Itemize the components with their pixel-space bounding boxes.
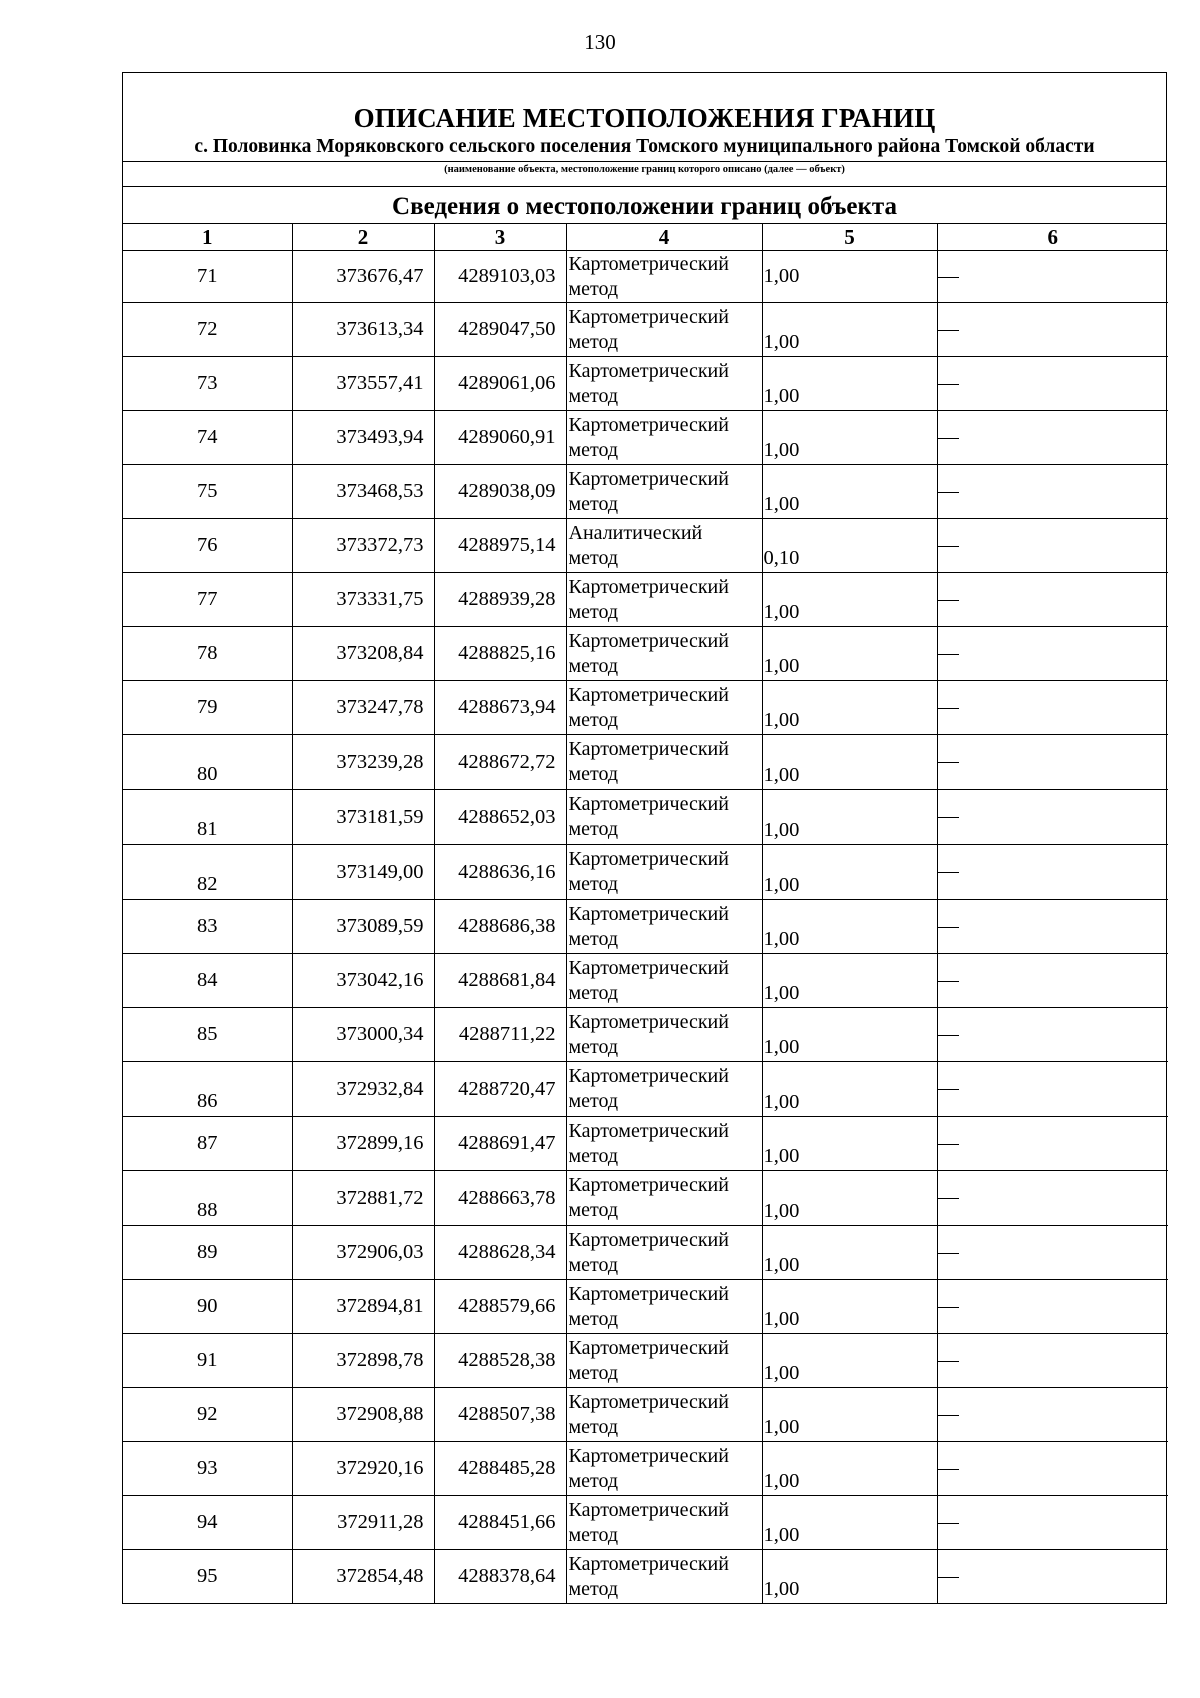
- point-number-cell: 80: [123, 735, 292, 790]
- description-cell: [937, 1117, 1168, 1171]
- table-row: [123, 357, 1168, 411]
- x-coordinate-cell: 373247,78: [292, 681, 434, 735]
- table-row: [123, 1334, 1168, 1388]
- x-coordinate-cell: 373089,59: [292, 900, 434, 954]
- y-coordinate-cell: 4288652,03: [434, 790, 566, 845]
- method-line-1: Картометрический: [568, 305, 729, 328]
- table-row: [123, 1226, 1168, 1280]
- point-number-cell: 81: [123, 790, 292, 845]
- y-coordinate-cell: 4288507,38: [434, 1388, 566, 1442]
- accuracy-cell: 1,00: [762, 465, 937, 519]
- method-line-2: метод: [568, 1361, 619, 1384]
- em-dash-mark: [938, 1253, 959, 1254]
- y-coordinate-cell: 4288451,66: [434, 1496, 566, 1550]
- point-number-cell: 86: [123, 1062, 292, 1117]
- description-cell: [937, 1496, 1168, 1550]
- em-dash-mark: [938, 1144, 959, 1145]
- accuracy-cell: 1,00: [762, 1008, 937, 1062]
- x-coordinate-cell: 373676,47: [292, 251, 434, 303]
- description-cell: [937, 573, 1168, 627]
- page-number: 130: [584, 30, 616, 54]
- table-row: [123, 519, 1168, 573]
- method-cell: [566, 357, 762, 411]
- method-line-2: метод: [568, 330, 619, 353]
- accuracy-cell: 1,00: [762, 251, 937, 303]
- method-cell: [566, 1008, 762, 1062]
- method-cell: [566, 1280, 762, 1334]
- point-number-cell: 75: [123, 465, 292, 519]
- table-header-row: [123, 224, 1168, 251]
- em-dash-mark: [938, 1523, 959, 1524]
- x-coordinate-cell: 372894,81: [292, 1280, 434, 1334]
- y-coordinate-cell: 4288939,28: [434, 573, 566, 627]
- y-coordinate-cell: 4288686,38: [434, 900, 566, 954]
- em-dash-mark: [938, 708, 959, 709]
- x-coordinate-cell: 373613,34: [292, 303, 434, 357]
- method-cell: [566, 900, 762, 954]
- accuracy-cell: 1,00: [762, 681, 937, 735]
- method-line-2: метод: [568, 818, 619, 840]
- table-row: [123, 1280, 1168, 1334]
- method-line-1: Картометрический: [568, 1010, 729, 1033]
- y-coordinate-cell: 4289061,06: [434, 357, 566, 411]
- method-line-1: Картометрический: [568, 683, 729, 706]
- em-dash-mark: [938, 654, 959, 655]
- method-line-1: Картометрический: [568, 1390, 729, 1413]
- method-line-1: Картометрический: [568, 1444, 729, 1467]
- method-line-2: метод: [568, 277, 619, 300]
- accuracy-cell: 1,00: [762, 1550, 937, 1604]
- description-cell: [937, 735, 1168, 790]
- method-line-1: Картометрический: [568, 1498, 729, 1521]
- method-line-1: Картометрический: [568, 413, 729, 436]
- y-coordinate-cell: 4288691,47: [434, 1117, 566, 1171]
- point-number-cell: 93: [123, 1442, 292, 1496]
- accuracy-cell: 1,00: [762, 1171, 937, 1226]
- method-line-2: метод: [568, 384, 619, 407]
- accuracy-cell: 1,00: [762, 1496, 937, 1550]
- method-line-1: Картометрический: [568, 1336, 729, 1359]
- method-line-1: Картометрический: [568, 1552, 729, 1575]
- method-cell: [566, 573, 762, 627]
- table-row: [123, 790, 1168, 845]
- description-cell: [937, 1171, 1168, 1226]
- method-line-2: метод: [568, 1523, 619, 1546]
- table-row: [123, 303, 1168, 357]
- table-row: [123, 1062, 1168, 1117]
- method-line-1: Картометрический: [568, 1119, 729, 1142]
- method-line-2: метод: [568, 927, 619, 950]
- method-line-2: метод: [568, 873, 619, 895]
- description-cell: [937, 845, 1168, 900]
- point-number-cell: 91: [123, 1334, 292, 1388]
- point-number-cell: 77: [123, 573, 292, 627]
- description-cell: [937, 1280, 1168, 1334]
- description-cell: [937, 681, 1168, 735]
- method-line-2: метод: [568, 1090, 619, 1112]
- em-dash-mark: [938, 330, 959, 331]
- y-coordinate-cell: 4288628,34: [434, 1226, 566, 1280]
- point-number-cell: 72: [123, 303, 292, 357]
- accuracy-cell: 0,10: [762, 519, 937, 573]
- table-row: [123, 1550, 1168, 1604]
- table-row: [123, 681, 1168, 735]
- method-cell: [566, 1496, 762, 1550]
- x-coordinate-cell: 372898,78: [292, 1334, 434, 1388]
- description-cell: [937, 357, 1168, 411]
- point-number-cell: 90: [123, 1280, 292, 1334]
- accuracy-cell: 1,00: [762, 900, 937, 954]
- point-number-cell: 85: [123, 1008, 292, 1062]
- y-coordinate-cell: 4288673,94: [434, 681, 566, 735]
- x-coordinate-cell: 373468,53: [292, 465, 434, 519]
- x-coordinate-cell: 372932,84: [292, 1062, 434, 1117]
- em-dash-mark: [938, 1469, 959, 1470]
- x-coordinate-cell: 373557,41: [292, 357, 434, 411]
- em-dash-mark: [938, 927, 959, 928]
- x-coordinate-cell: 372854,48: [292, 1550, 434, 1604]
- table-row: [123, 251, 1168, 303]
- x-coordinate-cell: 373208,84: [292, 627, 434, 681]
- method-line-1: Картометрический: [568, 629, 729, 652]
- method-line-2: метод: [568, 492, 619, 515]
- object-name: с. Половинка Моряковского сельского поселения Томского муниципального района Томской области: [194, 136, 1095, 157]
- point-number-cell: 79: [123, 681, 292, 735]
- method-cell: [566, 1334, 762, 1388]
- method-cell: [566, 1388, 762, 1442]
- em-dash-mark: [938, 600, 959, 601]
- x-coordinate-cell: 372911,28: [292, 1496, 434, 1550]
- column-header: 6: [937, 224, 1168, 251]
- description-cell: [937, 251, 1168, 303]
- method-line-1: Картометрический: [568, 467, 729, 490]
- accuracy-cell: 1,00: [762, 627, 937, 681]
- method-line-2: метод: [568, 1307, 619, 1330]
- table-row: [123, 627, 1168, 681]
- description-cell: [937, 1388, 1168, 1442]
- x-coordinate-cell: 373331,75: [292, 573, 434, 627]
- table-row: [123, 1117, 1168, 1171]
- column-header: 3: [434, 224, 566, 251]
- method-line-2: метод: [568, 546, 619, 569]
- y-coordinate-cell: 4288485,28: [434, 1442, 566, 1496]
- description-cell: [937, 1008, 1168, 1062]
- table-row: [123, 1496, 1168, 1550]
- method-line-1: Картометрический: [568, 1174, 729, 1196]
- em-dash-mark: [938, 1198, 959, 1199]
- accuracy-cell: 1,00: [762, 1280, 937, 1334]
- point-number-cell: 83: [123, 900, 292, 954]
- method-line-1: Картометрический: [568, 359, 729, 382]
- description-cell: [937, 465, 1168, 519]
- method-line-2: метод: [568, 600, 619, 623]
- em-dash-mark: [938, 1089, 959, 1090]
- em-dash-mark: [938, 384, 959, 385]
- description-cell: [937, 1550, 1168, 1604]
- table-row: [123, 1008, 1168, 1062]
- y-coordinate-cell: 4289103,03: [434, 251, 566, 303]
- method-line-1: Картометрический: [568, 252, 729, 275]
- x-coordinate-cell: 373493,94: [292, 411, 434, 465]
- y-coordinate-cell: 4288528,38: [434, 1334, 566, 1388]
- table-row: [123, 573, 1168, 627]
- method-line-1: Картометрический: [568, 793, 729, 815]
- y-coordinate-cell: 4289047,50: [434, 303, 566, 357]
- method-line-2: метод: [568, 981, 619, 1004]
- method-line-1: Картометрический: [568, 902, 729, 925]
- x-coordinate-cell: 373372,73: [292, 519, 434, 573]
- x-coordinate-cell: 373000,34: [292, 1008, 434, 1062]
- method-line-2: метод: [568, 1144, 619, 1167]
- table-row: [123, 1442, 1168, 1496]
- description-cell: [937, 627, 1168, 681]
- description-cell: [937, 411, 1168, 465]
- y-coordinate-cell: 4288975,14: [434, 519, 566, 573]
- table-row: [123, 1388, 1168, 1442]
- method-cell: [566, 1117, 762, 1171]
- method-line-2: метод: [568, 1199, 619, 1221]
- coordinates-table: [123, 224, 1168, 1603]
- em-dash-mark: [938, 817, 959, 818]
- em-dash-mark: [938, 438, 959, 439]
- method-cell: [566, 735, 762, 790]
- y-coordinate-cell: 4288636,16: [434, 845, 566, 900]
- method-line-2: метод: [568, 708, 619, 731]
- accuracy-cell: 1,00: [762, 790, 937, 845]
- description-cell: [937, 954, 1168, 1008]
- method-line-1: Картометрический: [568, 956, 729, 979]
- column-header: 2: [292, 224, 434, 251]
- description-cell: [937, 790, 1168, 845]
- table-row: [123, 465, 1168, 519]
- y-coordinate-cell: 4288681,84: [434, 954, 566, 1008]
- y-coordinate-cell: 4288825,16: [434, 627, 566, 681]
- column-header: 5: [762, 224, 937, 251]
- method-line-2: метод: [568, 654, 619, 677]
- section-title: Сведения о местоположении границ объекта: [123, 187, 1166, 224]
- table-row: [123, 411, 1168, 465]
- description-cell: [937, 303, 1168, 357]
- em-dash-mark: [938, 1307, 959, 1308]
- point-number-cell: 74: [123, 411, 292, 465]
- description-cell: [937, 1334, 1168, 1388]
- x-coordinate-cell: 372899,16: [292, 1117, 434, 1171]
- method-cell: [566, 1550, 762, 1604]
- method-cell: [566, 519, 762, 573]
- method-line-1: Картометрический: [568, 848, 729, 870]
- method-line-1: Картометрический: [568, 1282, 729, 1305]
- method-line-1: Картометрический: [568, 738, 729, 760]
- point-number-cell: 89: [123, 1226, 292, 1280]
- em-dash-mark: [938, 981, 959, 982]
- x-coordinate-cell: 372906,03: [292, 1226, 434, 1280]
- method-line-2: метод: [568, 1577, 619, 1600]
- y-coordinate-cell: 4289038,09: [434, 465, 566, 519]
- point-number-cell: 95: [123, 1550, 292, 1604]
- description-cell: [937, 1226, 1168, 1280]
- accuracy-cell: 1,00: [762, 357, 937, 411]
- document-title: ОПИСАНИЕ МЕСТОПОЛОЖЕНИЯ ГРАНИЦ: [353, 103, 936, 133]
- accuracy-cell: 1,00: [762, 735, 937, 790]
- y-coordinate-cell: 4288711,22: [434, 1008, 566, 1062]
- object-name-underline: [123, 161, 1166, 162]
- x-coordinate-cell: 372920,16: [292, 1442, 434, 1496]
- method-line-2: метод: [568, 763, 619, 785]
- table-row: [123, 954, 1168, 1008]
- method-cell: [566, 954, 762, 1008]
- accuracy-cell: 1,00: [762, 1117, 937, 1171]
- accuracy-cell: 1,00: [762, 1334, 937, 1388]
- description-cell: [937, 519, 1168, 573]
- point-number-cell: 88: [123, 1171, 292, 1226]
- point-number-cell: 87: [123, 1117, 292, 1171]
- method-cell: [566, 251, 762, 303]
- method-cell: [566, 845, 762, 900]
- method-line-1: Картометрический: [568, 1228, 729, 1251]
- y-coordinate-cell: 4288378,64: [434, 1550, 566, 1604]
- point-number-cell: 94: [123, 1496, 292, 1550]
- table-row: [123, 1171, 1168, 1226]
- method-line-2: метод: [568, 438, 619, 461]
- method-cell: [566, 1226, 762, 1280]
- accuracy-cell: 1,00: [762, 1226, 937, 1280]
- accuracy-cell: 1,00: [762, 1062, 937, 1117]
- point-number-cell: 78: [123, 627, 292, 681]
- table-row: [123, 735, 1168, 790]
- accuracy-cell: 1,00: [762, 845, 937, 900]
- point-number-cell: 76: [123, 519, 292, 573]
- method-cell: [566, 790, 762, 845]
- point-number-cell: 82: [123, 845, 292, 900]
- em-dash-mark: [938, 277, 959, 278]
- title-block: [123, 73, 1166, 187]
- em-dash-mark: [938, 1035, 959, 1036]
- accuracy-cell: 1,00: [762, 411, 937, 465]
- em-dash-mark: [938, 872, 959, 873]
- accuracy-cell: 1,00: [762, 1388, 937, 1442]
- y-coordinate-cell: 4289060,91: [434, 411, 566, 465]
- method-line-2: метод: [568, 1415, 619, 1438]
- method-line-1: Картометрический: [568, 575, 729, 598]
- method-line-1: Картометрический: [568, 1065, 729, 1087]
- y-coordinate-cell: 4288579,66: [434, 1280, 566, 1334]
- em-dash-mark: [938, 492, 959, 493]
- em-dash-mark: [938, 1577, 959, 1578]
- em-dash-mark: [938, 546, 959, 547]
- point-number-cell: 73: [123, 357, 292, 411]
- method-cell: [566, 1062, 762, 1117]
- method-cell: [566, 681, 762, 735]
- x-coordinate-cell: 373042,16: [292, 954, 434, 1008]
- point-number-cell: 92: [123, 1388, 292, 1442]
- column-header: 4: [566, 224, 762, 251]
- point-number-cell: 84: [123, 954, 292, 1008]
- column-header: 1: [123, 224, 292, 251]
- method-line-2: метод: [568, 1253, 619, 1276]
- method-cell: [566, 303, 762, 357]
- accuracy-cell: 1,00: [762, 954, 937, 1008]
- object-name-caption: (наименование объекта, местоположение границ которого описано (далее — объект): [444, 164, 845, 175]
- em-dash-mark: [938, 1415, 959, 1416]
- method-cell: [566, 627, 762, 681]
- em-dash-mark: [938, 762, 959, 763]
- em-dash-mark: [938, 1361, 959, 1362]
- x-coordinate-cell: 373239,28: [292, 735, 434, 790]
- y-coordinate-cell: 4288720,47: [434, 1062, 566, 1117]
- description-cell: [937, 1442, 1168, 1496]
- method-cell: [566, 411, 762, 465]
- x-coordinate-cell: 372908,88: [292, 1388, 434, 1442]
- method-cell: [566, 1171, 762, 1226]
- method-cell: [566, 1442, 762, 1496]
- y-coordinate-cell: 4288663,78: [434, 1171, 566, 1226]
- method-line-2: метод: [568, 1035, 619, 1058]
- description-cell: [937, 1062, 1168, 1117]
- y-coordinate-cell: 4288672,72: [434, 735, 566, 790]
- point-number-cell: 71: [123, 251, 292, 303]
- method-line-1: Аналитический: [568, 521, 703, 544]
- description-cell: [937, 900, 1168, 954]
- table-row: [123, 900, 1168, 954]
- x-coordinate-cell: 373149,00: [292, 845, 434, 900]
- method-cell: [566, 465, 762, 519]
- x-coordinate-cell: 372881,72: [292, 1171, 434, 1226]
- accuracy-cell: 1,00: [762, 573, 937, 627]
- boundary-description-form: [122, 72, 1167, 1604]
- table-body: [123, 251, 1168, 1604]
- accuracy-cell: 1,00: [762, 303, 937, 357]
- accuracy-cell: 1,00: [762, 1442, 937, 1496]
- method-line-2: метод: [568, 1469, 619, 1492]
- table-row: [123, 845, 1168, 900]
- x-coordinate-cell: 373181,59: [292, 790, 434, 845]
